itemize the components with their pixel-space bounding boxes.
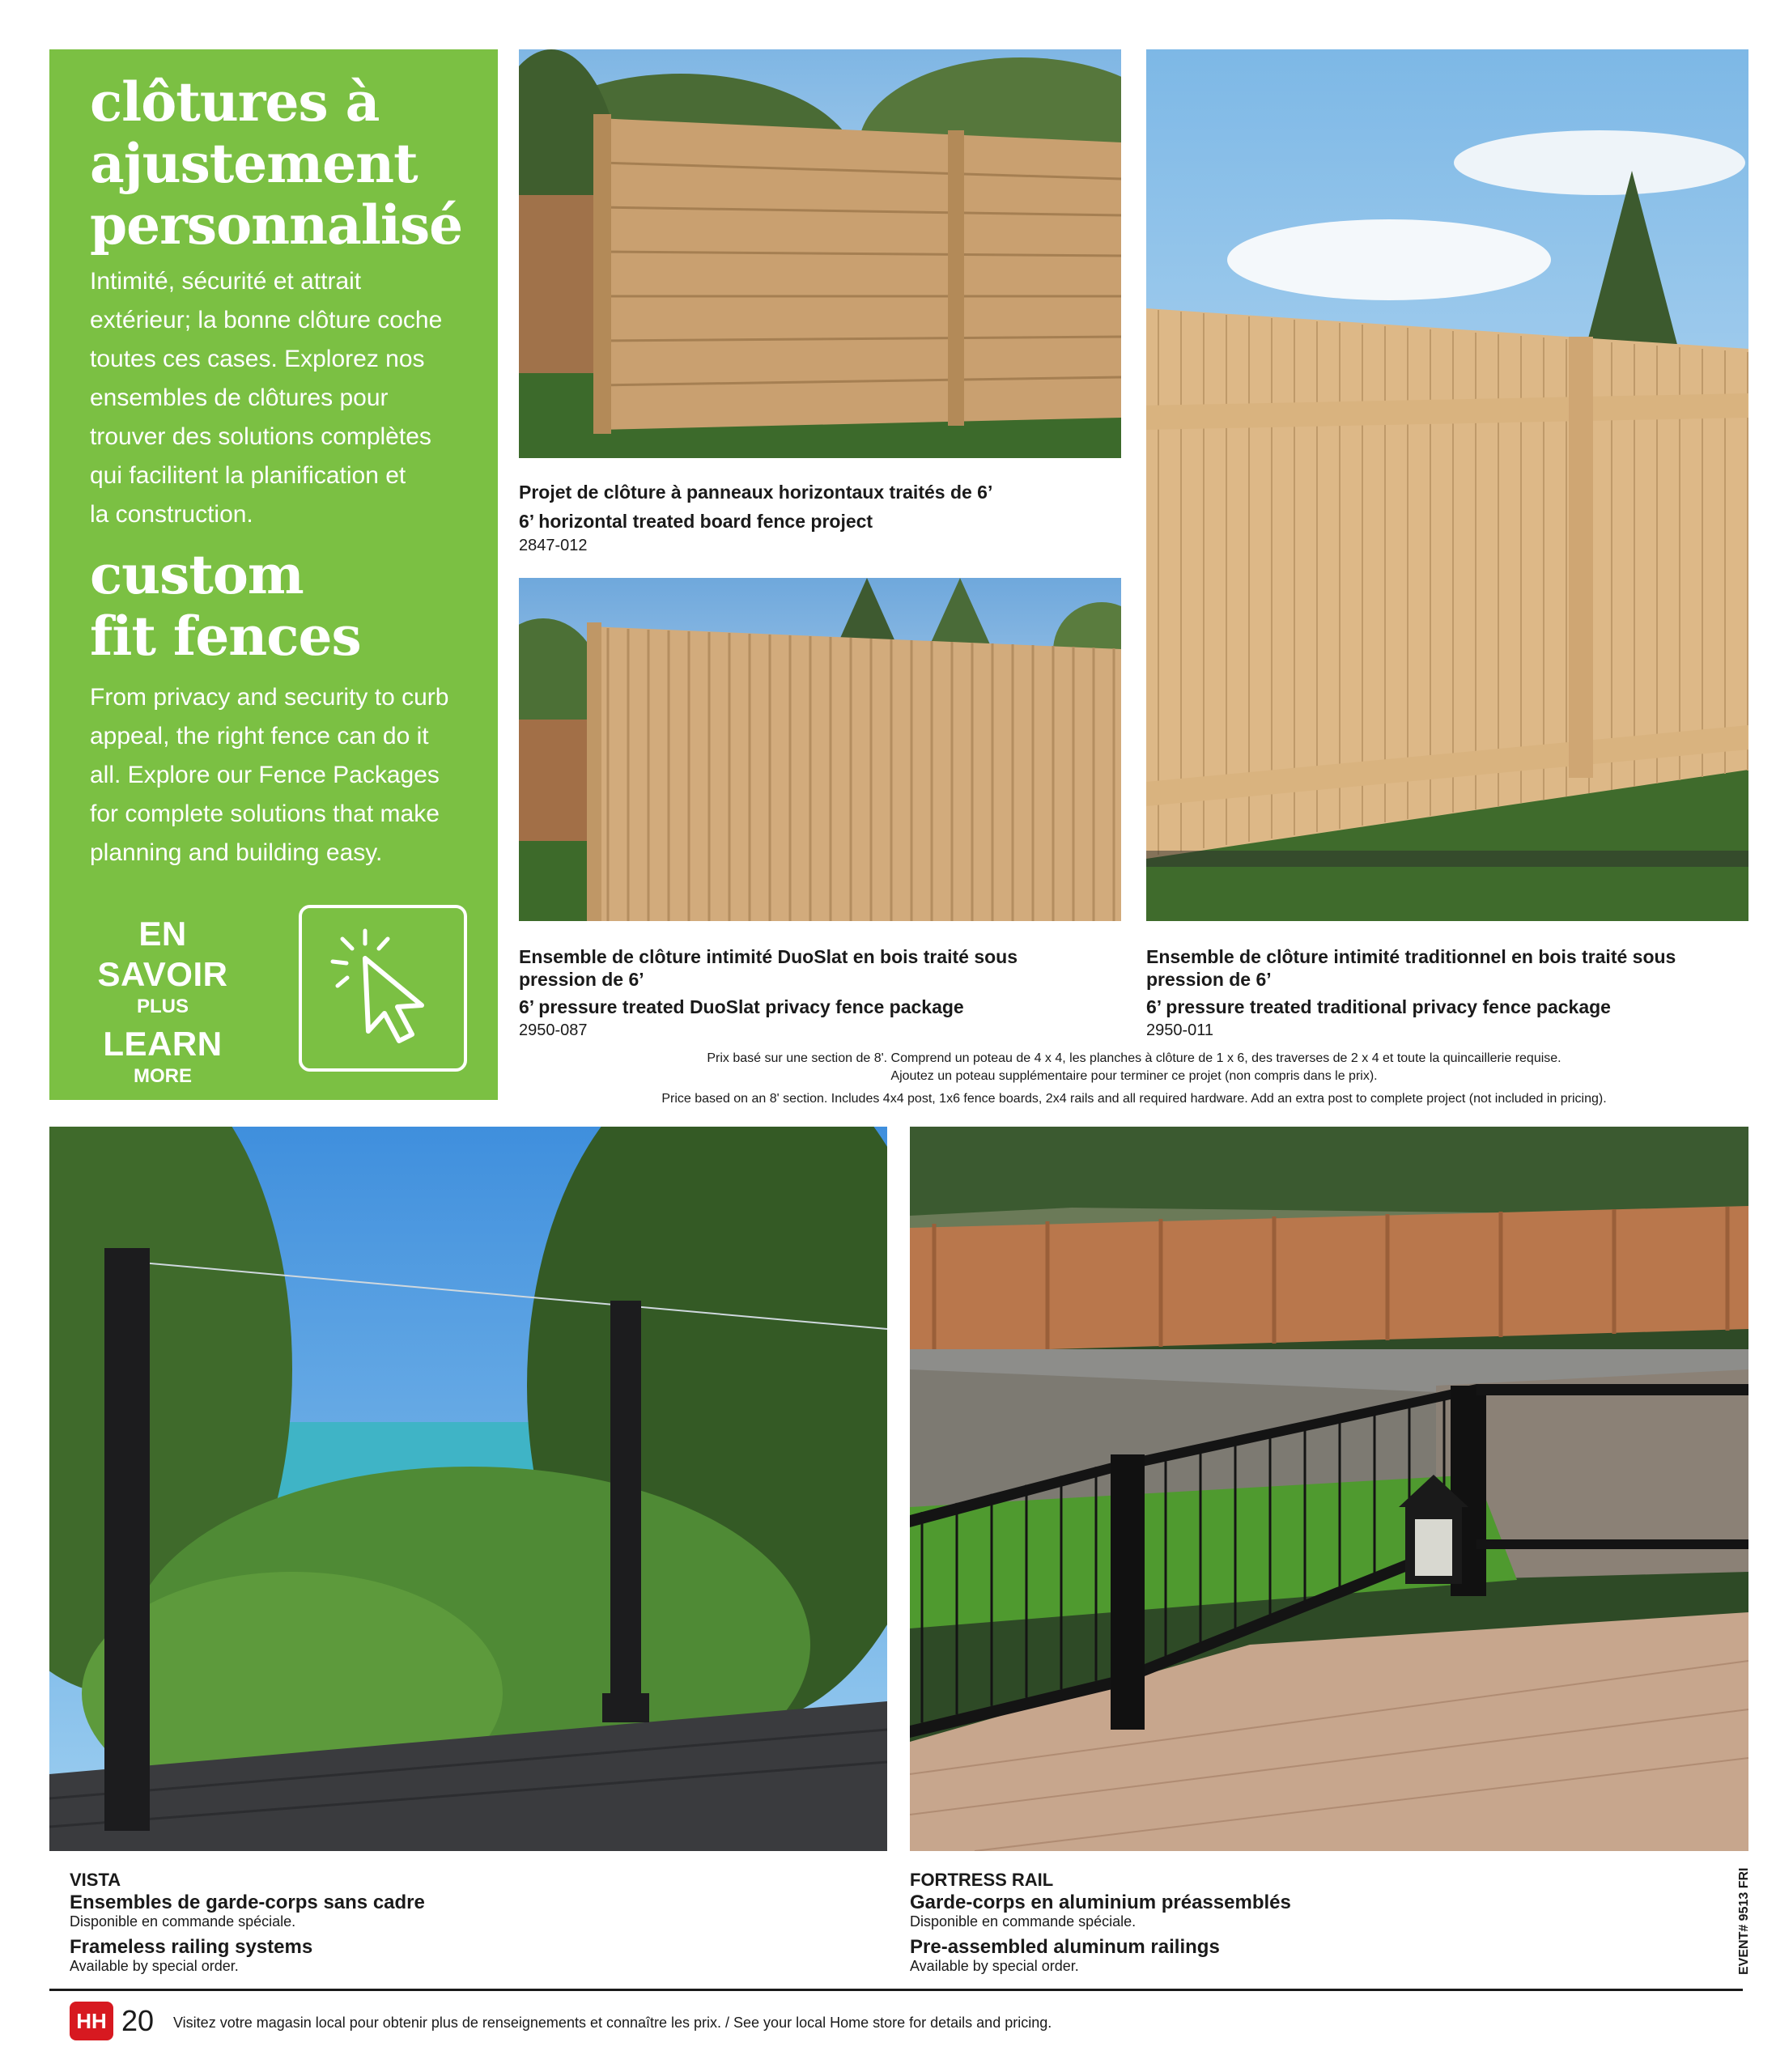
promo-title-fr: clôtures à ajustement personnalisé — [90, 70, 463, 257]
promo-body-fr: Intimité, sécurité et attrait extérieur; la bonne clôture coche toutes ces cases. Explorez nos ensembles de clôtures pour trouver des solutions complètes qui facilitent la planification et la construction. — [90, 268, 443, 528]
product-title-fr: Ensemble de clôture intimité DuoSlat en bois traité sous pression de 6’ — [519, 946, 1018, 990]
railing-availability-fr: Disponible en commande spéciale. — [70, 1913, 296, 1930]
page-number: 20 — [121, 2004, 155, 2037]
product-title-fr: Projet de clôture à panneaux horizontaux traités de 6’ — [519, 482, 993, 503]
traditional-fence-photo — [1146, 49, 1748, 921]
railing-title-fr: Garde-corps en aluminium préassemblés — [910, 1892, 1291, 1913]
promo-title-en: custom fit fences — [90, 543, 361, 668]
horizontal-fence-photo — [519, 49, 1121, 458]
railing-availability-en: Available by special order. — [70, 1958, 239, 1974]
product-title-fr: Ensemble de clôture intimité traditionnel en bois traité sous pression de 6’ — [1146, 946, 1676, 990]
footer-disclaimer: Visitez votre magasin local pour obtenir plus de renseignements et connaître les prix. / See your local Home store for details and pricing. — [173, 2015, 1052, 2031]
vista-railing-photo — [49, 1127, 887, 1851]
promo-panel — [49, 49, 498, 1100]
product-code: 2847-012 — [519, 537, 588, 554]
fortress-railing-photo — [910, 1127, 1748, 1851]
product-code: 2950-087 — [519, 1021, 588, 1039]
product-title-en: 6’ pressure treated DuoSlat privacy fence package — [519, 996, 964, 1017]
home-hardware-logo: HH — [70, 2002, 113, 2040]
railing-brand: VISTA — [70, 1870, 121, 1890]
railing-availability-fr: Disponible en commande spéciale. — [910, 1913, 1137, 1930]
product-code: 2950-011 — [1146, 1021, 1214, 1039]
footer-divider — [49, 1989, 1743, 1991]
railing-title-en: Frameless railing systems — [70, 1936, 313, 1958]
railing-title-en: Pre-assembled aluminum railings — [910, 1936, 1220, 1958]
duoslat-fence-photo — [519, 578, 1121, 921]
railing-brand: FORTRESS RAIL — [910, 1870, 1054, 1890]
cursor-click-icon[interactable] — [299, 905, 467, 1072]
product-title-en: 6’ horizontal treated board fence project — [519, 511, 873, 532]
product-title-en: 6’ pressure treated traditional privacy fence package — [1146, 996, 1611, 1017]
promo-body-en: From privacy and security to curb appeal, the right fence can do it all. Explore our Fence Packages for complete solutions that make planning and building easy. — [90, 684, 449, 866]
railing-title-fr: Ensembles de garde-corps sans cadre — [70, 1892, 425, 1913]
event-code: EVENT# 9513 FRI — [1737, 1867, 1751, 1975]
railing-availability-en: Available by special order. — [910, 1958, 1079, 1974]
pricing-note: Prix basé sur une section de 8'. Comprend un poteau de 4 x 4, les planches à clôture de 1 x 6, des traverses de 2 x 4 et toute la quincaillerie requise. Ajoutez un poteau supplémentaire pour terminer ce projet (non compris dans le prix). Price based on an 8' section. Includes 4x4 post, 1x6 fence boards, 2x4 rails and all required hardware. Add an extra post to complete project (not included in pricing). — [661, 1051, 1607, 1106]
learn-more-button[interactable]: EN SAVOIR PLUS LEARN MORE — [97, 915, 228, 1087]
